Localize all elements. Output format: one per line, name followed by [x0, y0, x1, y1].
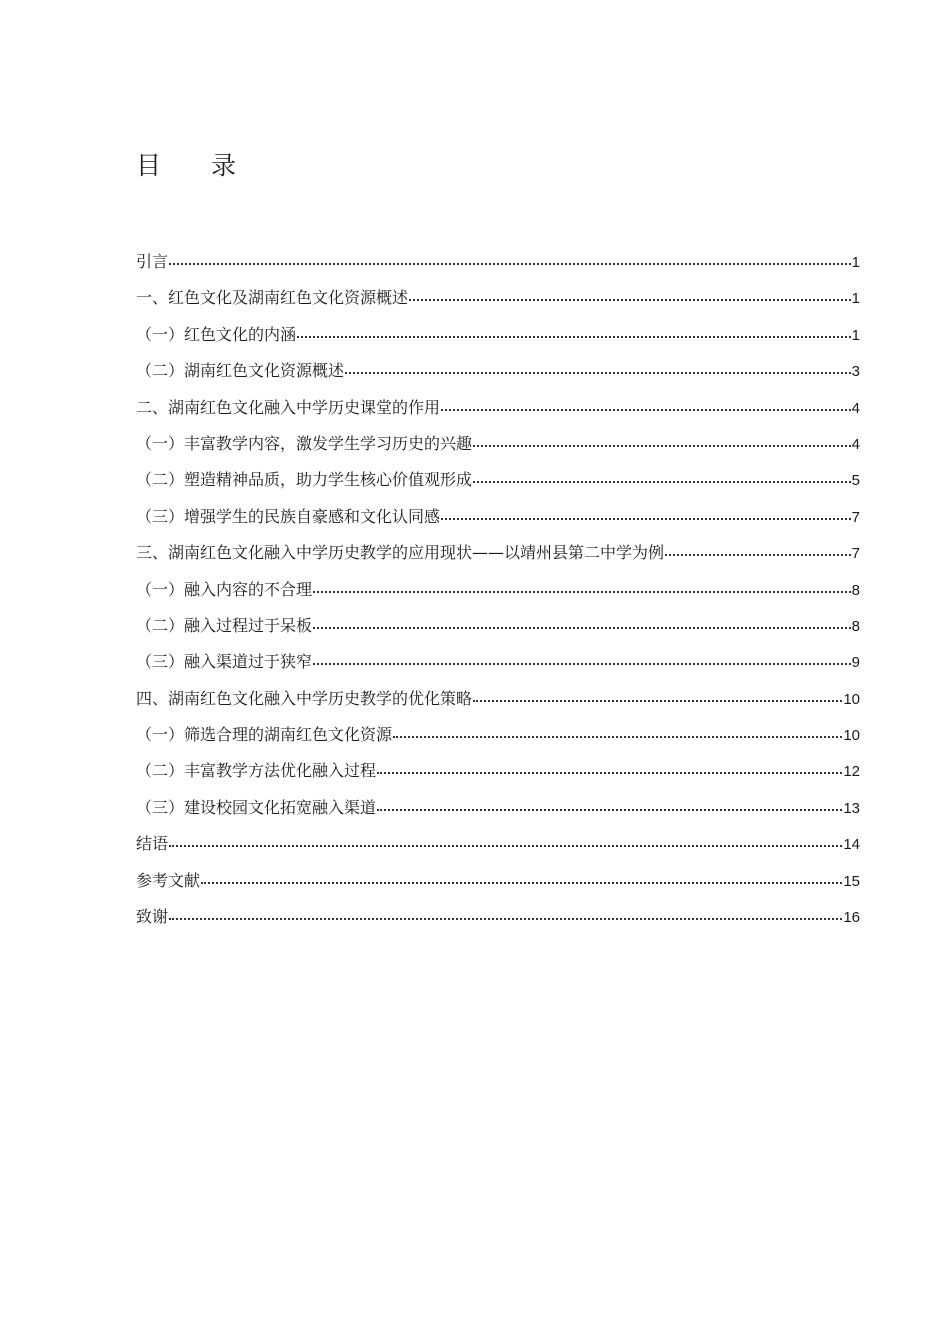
toc-entry-page: 3 [851, 363, 860, 381]
toc-entry-page: 5 [851, 472, 860, 490]
dot-leader [393, 735, 842, 738]
toc-entry-page: 7 [851, 508, 860, 526]
toc-title [136, 146, 236, 182]
toc-title-char-2: 录 [211, 151, 237, 180]
dot-leader [377, 771, 842, 774]
toc-entry[interactable] [136, 505, 860, 541]
dot-leader [377, 808, 842, 811]
toc-entry-page: 8 [851, 617, 860, 635]
toc-entry-page: 1 [851, 290, 860, 308]
table-of-contents [136, 250, 860, 941]
toc-entry-label: 致谢 [136, 907, 169, 927]
toc-entry[interactable] [136, 796, 860, 832]
dot-leader [473, 480, 851, 483]
toc-entry-label: 引言 [136, 252, 169, 271]
dot-leader [313, 626, 851, 629]
toc-entry-label: 二、湖南红色文化融入中学历史课堂的作用 [136, 397, 441, 417]
toc-entry[interactable] [136, 578, 860, 614]
toc-entry-label: （二）丰富教学方法优化融入过程 [136, 761, 377, 781]
toc-entry[interactable] [136, 905, 860, 941]
dot-leader [665, 553, 851, 556]
toc-title-char-1: 目 [136, 151, 162, 180]
toc-entry-label: （一）红色文化的内涵 [136, 324, 297, 344]
toc-entry-page: 10 [843, 727, 860, 745]
toc-entry-page: 4 [851, 399, 860, 417]
toc-entry-label: （三）建设校园文化拓宽融入渠道 [136, 797, 377, 817]
toc-entry[interactable] [136, 432, 860, 468]
toc-entry-label: 四、湖南红色文化融入中学历史教学的优化策略 [136, 688, 473, 708]
toc-entry-label: 一、红色文化及湖南红色文化资源概述 [136, 288, 409, 308]
dot-leader [313, 590, 851, 593]
toc-entry[interactable] [136, 832, 860, 868]
toc-entry-label: （一）筛选合理的湖南红色文化资源 [136, 725, 393, 745]
toc-entry-page: 4 [851, 435, 860, 453]
dot-leader [313, 662, 851, 665]
toc-entry[interactable] [136, 323, 860, 359]
toc-entry-page: 13 [843, 799, 860, 817]
toc-entry-page: 1 [851, 326, 860, 344]
toc-entry-page: 7 [851, 545, 860, 563]
dot-leader [169, 844, 842, 847]
toc-entry-page: 16 [843, 909, 860, 927]
toc-entry-page: 9 [851, 654, 860, 672]
toc-entry-page: 12 [843, 763, 860, 781]
toc-entry[interactable] [136, 869, 860, 905]
dot-leader [169, 262, 851, 265]
toc-entry[interactable] [136, 759, 860, 795]
toc-entry[interactable] [136, 687, 860, 723]
toc-entry[interactable] [136, 250, 860, 286]
dot-leader [473, 444, 851, 447]
toc-entry-page: 1 [851, 254, 860, 271]
toc-entry-page: 15 [843, 872, 860, 890]
toc-entry-label: （一）融入内容的不合理 [136, 579, 313, 599]
toc-entry-label: （三）融入渠道过于狭窄 [136, 652, 313, 672]
toc-entry-label: （二）塑造精神品质，助力学生核心价值观形成 [136, 470, 473, 490]
toc-entry-page: 10 [843, 690, 860, 708]
toc-entry-label: （二）融入过程过于呆板 [136, 615, 313, 635]
toc-entry[interactable] [136, 723, 860, 759]
toc-entry-label: （三）增强学生的民族自豪感和文化认同感 [136, 506, 441, 526]
dot-leader [345, 371, 851, 374]
toc-entry[interactable] [136, 396, 860, 432]
dot-leader [201, 881, 842, 884]
dot-leader [409, 298, 851, 301]
toc-entry-label: 参考文献 [136, 870, 201, 890]
toc-entry[interactable] [136, 541, 860, 577]
dot-leader [169, 917, 842, 920]
toc-entry-label: 结语 [136, 834, 169, 854]
dot-leader [441, 408, 851, 411]
toc-entry-page: 8 [851, 581, 860, 599]
toc-entry-label: 三、湖南红色文化融入中学历史教学的应用现状——以靖州县第二中学为例 [136, 543, 665, 563]
toc-entry[interactable] [136, 359, 860, 395]
dot-leader [473, 699, 842, 702]
dot-leader [441, 517, 851, 520]
toc-entry-label: （二）湖南红色文化资源概述 [136, 361, 345, 381]
toc-entry-label: （一）丰富教学内容，激发学生学习历史的兴趣 [136, 433, 473, 453]
toc-entry[interactable] [136, 286, 860, 322]
toc-entry[interactable] [136, 468, 860, 504]
toc-entry[interactable] [136, 650, 860, 686]
toc-entry-page: 14 [843, 836, 860, 854]
toc-entry[interactable] [136, 614, 860, 650]
dot-leader [297, 335, 851, 338]
